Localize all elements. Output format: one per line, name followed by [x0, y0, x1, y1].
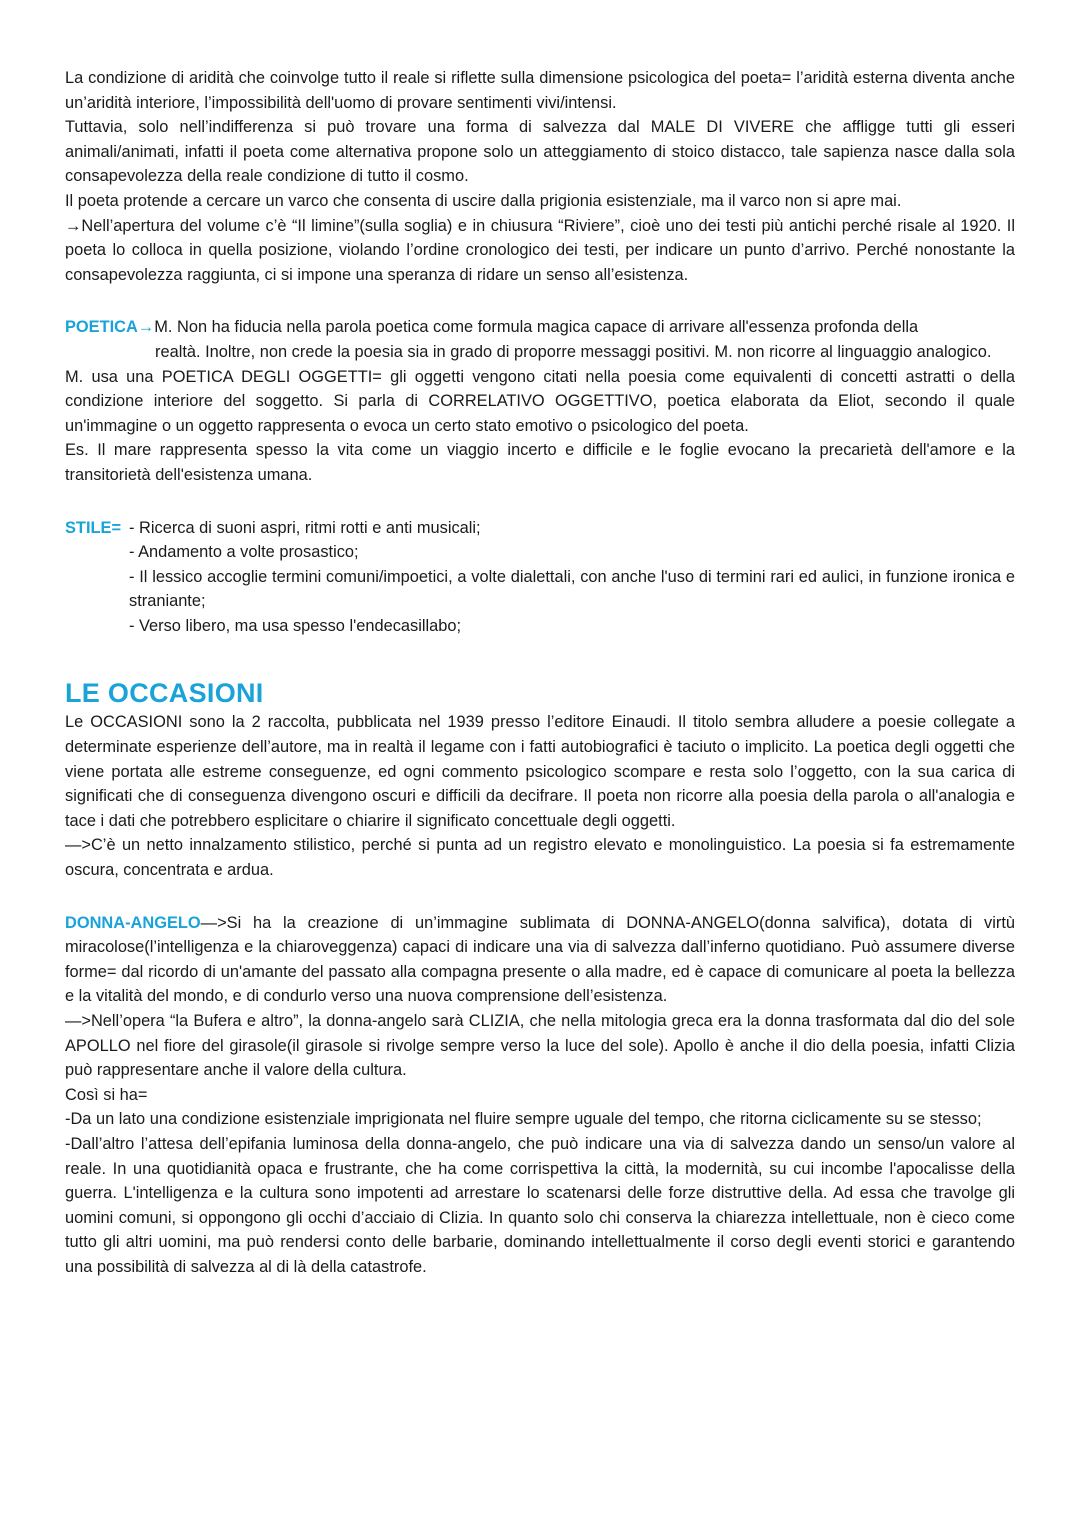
poetica-paragraph-2: M. usa una POETICA DEGLI OGGETTI= gli oggetti vengono citati nella poesia come equivalenti di concetti astratti o della condizione interiore del soggetto. Si parla di CORRELATIVO OGGETTIVO, poetica elaborata da Eliot, secondo il quale un'immagine o un oggetto rappresenta o evoca un certo stato emotivo o psicologico del poeta.: [65, 367, 1015, 435]
donna-section: [65, 911, 1015, 1009]
stile-item: - Ricerca di suoni aspri, ritmi rotti e anti musicali;: [129, 518, 481, 537]
stile-heading: STILE=: [65, 518, 122, 537]
donna-paragraph-4: -Da un lato una condizione esistenziale imprigionata nel fluire sempre uguale del tempo, che ritorna ciclicamente su se stesso;: [65, 1110, 982, 1129]
poetica-heading: POETICA→: [65, 318, 155, 337]
stile-section: [65, 516, 1015, 639]
stile-item: - Verso libero, ma usa spesso l'endecasillabo;: [129, 616, 462, 635]
donna-paragraph-3: Così si ha=: [65, 1085, 148, 1104]
poetica-continuation: realtà. Inoltre, non crede la poesia sia in grado di proporre messaggi positivi. M. non ricorre al linguaggio analogico.: [155, 342, 992, 361]
stile-first-row: [65, 516, 1015, 541]
donna-angelo-heading: DONNA-ANGELO: [65, 913, 201, 932]
poetica-first-line: M. Non ha fiducia nella parola poetica come formula magica capace di arrivare all'essenza profonda della: [154, 318, 919, 337]
occasioni-paragraph-1: Le OCCASIONI sono la 2 raccolta, pubblicata nel 1939 presso l’editore Einaudi. Il titolo sembra alludere a poesie collegate a determinate esperienze dell’autore, ma in realtà il legame con i fatti autobiografici è taciuto o implicito. La poetica degli oggetti che viene portata alle estreme conseguenze, ed ogni commento psicologico scompare e resta solo l’oggetto, con la sua carica di significati che di conseguenza divengono oscuri e difficili da decifrare. Il poeta non ricorre alla poesia della parola o all'analogia e tace i dati che potrebbero esplicitare o chiarire il significato concettuale degli oggetti.: [65, 713, 1015, 830]
poetica-section: [65, 315, 1015, 340]
occasioni-title: LE OCCASIONI: [65, 678, 264, 709]
spacer: [65, 287, 1015, 315]
stile-item: - Il lessico accoglie termini comuni/impoetici, a volte dialettali, con anche l'uso di termini rari ed aulici, in funzione ironica e straniante;: [129, 567, 1015, 611]
donna-paragraph-5: -Dall’altro l’attesa dell’epifania luminosa della donna-angelo, che può indicare una via di salvezza dando un senso/un valore al reale. In una quotidianità opaca e frustrante, che ha come corrispettiva la città, la modernità, su cui incombe l'apocalisse della guerra. L'intelligenza e la cultura sono impotenti ad arrestare lo scatenarsi delle forze distruttive della. Ad essa che travolge gli uomini comuni, si oppongono gli occhi d’acciaio di Clizia. In quanto solo chi conserva la chiarezza intellettuale, non è cieco come tutto gli altri uomini, ma può rendersi conto delle barbarie, dominando intellettualmente il corso degli eventi storici e garantendo una possibilità di salvezza al di là della catastrofe.: [65, 1134, 1015, 1276]
intro-paragraph-1: La condizione di aridità che coinvolge tutto il reale si riflette sulla dimensione psicologica del poeta= l’aridità esterna diventa anche un’aridità interiore, l’impossibilità dell'uomo di provare sentimenti vivi/intensi.: [65, 69, 1015, 112]
occasioni-paragraph-2: —>C’è un netto innalzamento stilistico, perché si punta ad un registro elevato e monolinguistico. La poesia si fa estremamente oscura, concentrata e ardua.: [65, 836, 1015, 880]
spacer: [65, 883, 1015, 911]
donna-paragraph-1: —>Si ha la creazione di un’immagine sublimata di DONNA-ANGELO(donna salvifica), dotata di virtù miracolose(l’intelligenza e la chiaroveggenza) capaci di indicare una via di salvezza dall’inferno quotidiano. Può assumere diverse forme= dal ricordo di un'amante del passato alla compagna presente o alla madre, ed è capace di comunicare al poeta la bellezza e la vitalità del mondo, e di condurlo verso una nuova comprensione dell’esistenza.: [65, 913, 1015, 1006]
spacer: [65, 488, 1015, 516]
intro-paragraph-2: Tuttavia, solo nell’indifferenza si può trovare una forma di salvezza dal MALE DI VIVERE che affligge tutti gli esseri animali/animati, infatti il poeta come alternativa propone solo un atteggiamento di stoico distacco, tale sapienza nasce dalla sola consapevolezza della reale condizione di tutto il cosmo.: [65, 118, 1015, 186]
intro-paragraph-3: Il poeta protende a cercare un varco che consenta di uscire dalla prigionia esistenziale, ma il varco non si apre mai.: [65, 191, 902, 210]
intro-paragraph-4: →Nell’apertura del volume c’è “Il limine”(sulla soglia) e in chiusura “Riviere”, cioè uno dei testi più antichi perché risale al 1920. Il poeta lo colloca in quella posizione, violando l’ordine cronologico dei testi, per indicare un punto d’arrivo. Perché nonostante la consapevolezza raggiunta, ci si impone una speranza di ridare un senso all’esistenza.: [65, 216, 1015, 284]
spacer: [65, 638, 1015, 664]
poetica-paragraph-3: Es. Il mare rappresenta spesso la vita come un viaggio incerto e difficile e le foglie evocano la precarietà dell'amore e la transitorietà dell'esistenza umana.: [65, 441, 1015, 484]
donna-paragraph-2: —>Nell’opera “la Bufera e altro”, la donna-angelo sarà CLIZIA, che nella mitologia greca era la donna trasformata dal dio del sole APOLLO nel fiore del girasole(il girasole si rivolge sempre verso la luce del sole). Apollo è anche il dio della poesia, infatti Clizia può rappresentare anche il valore della cultura.: [65, 1012, 1015, 1080]
stile-item: - Andamento a volte prosastico;: [129, 543, 359, 562]
document-body: [65, 66, 1015, 1280]
